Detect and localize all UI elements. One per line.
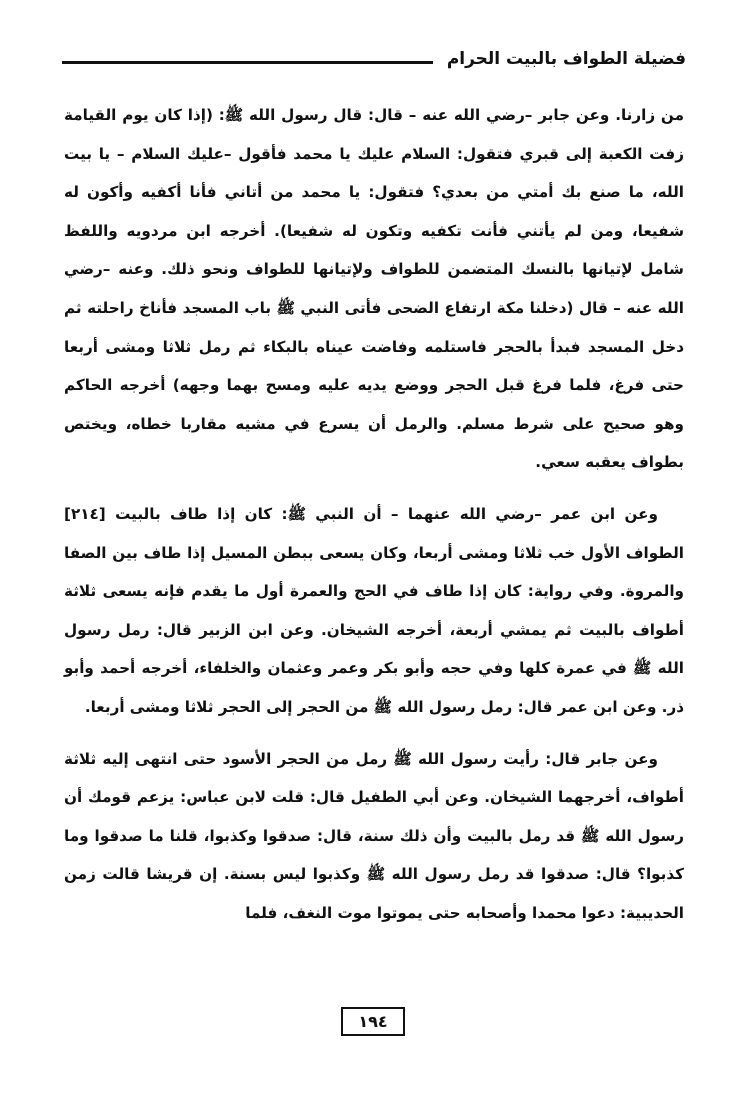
chapter-title: فضيلة الطواف بالبيت الحرام <box>446 49 686 69</box>
header-divider <box>62 61 433 64</box>
paragraph: وعن جابر قال: رأيت رسول الله ﷺ رمل من الحجر الأسود حتى انتهى إليه ثلاثة أطواف، أخرجهما الشيخان. وعن أبي الطفيل قال: قلت لابن عباس: يزعم قومك أن رسول الله ﷺ قد رمل بالبيت وأن ذلك سنة، قال: صدقوا وكذبوا، قلنا ما صدقوا وما كذبوا؟ قال: صدقوا قد رمل رسول الله ﷺ وكذبوا ليس بسنة. إن قريشا قالت زمن الحديبية: دعوا محمدا وأصحابه حتى يموتوا موت النغف، فلما <box>64 749 684 922</box>
page-number: ١٩٤ <box>341 1007 405 1036</box>
page-body <box>64 96 684 932</box>
paragraph: وعن ابن عمر –رضي الله عنهما – أن النبي ﷺ: كان إذا طاف بالبيت [٢١٤] الطواف الأول خب ثلاثا ومشى أربعا، وكان يسعى ببطن المسيل إذا طاف بين الصفا والمروة. وفي رواية: كان إذا طاف في الحج والعمرة أول ما يقدم فإنه يسعى ثلاثة أطواف بالبيت ثم يمشي أربعة، أخرجه الشيخان. وعن ابن الزبير قال: رمل رسول الله ﷺ في عمرة كلها وفي حجه وأبو بكر وعمر وعثمان والخلفاء، أخرجه أحمد وأبو ذر. وعن ابن عمر قال: رمل رسول الله ﷺ من الحجر إلى الحجر ثلاثا ومشى أربعا. <box>64 504 684 716</box>
page-footer <box>0 1007 746 1036</box>
paragraph: من زارنا. وعن جابر –رضي الله عنه – قال: قال رسول الله ﷺ: (إذا كان يوم القيامة زفت الكعبة إلى قبري فتقول: السلام عليك يا محمد فأقول –عليك السلام – يا بيت الله، ما صنع بك أمتي من بعدي؟ فتقول: يا محمد من أتاني فأنا أكفيه وأكون له شفيعا، ومن لم يأتني فأنت تكفيه وتكون له شفيعا). أخرجه ابن مردويه واللفظ شامل لإتيانها بالنسك المتضمن للطواف ولإتيانها للطواف ونحو ذلك. وعنه –رضي الله عنه – قال (دخلنا مكة ارتفاع الضحى فأتى النبي ﷺ باب المسجد فأناخ راحلته ثم دخل المسجد فبدأ بالحجر فاستلمه وفاضت عيناه بالبكاء ثم رمل ثلاثا ومشى أربعا حتى فرغ، فلما فرغ قبل الحجر ووضع يديه عليه ومسح بهما وجهه) أخرجه الحاكم وهو صحيح على شرط مسلم. والرمل أن يسرع في مشيه مقاربا خطاه، ويختص بطواف يعقبه سعي. <box>64 106 684 472</box>
running-header <box>62 44 686 74</box>
